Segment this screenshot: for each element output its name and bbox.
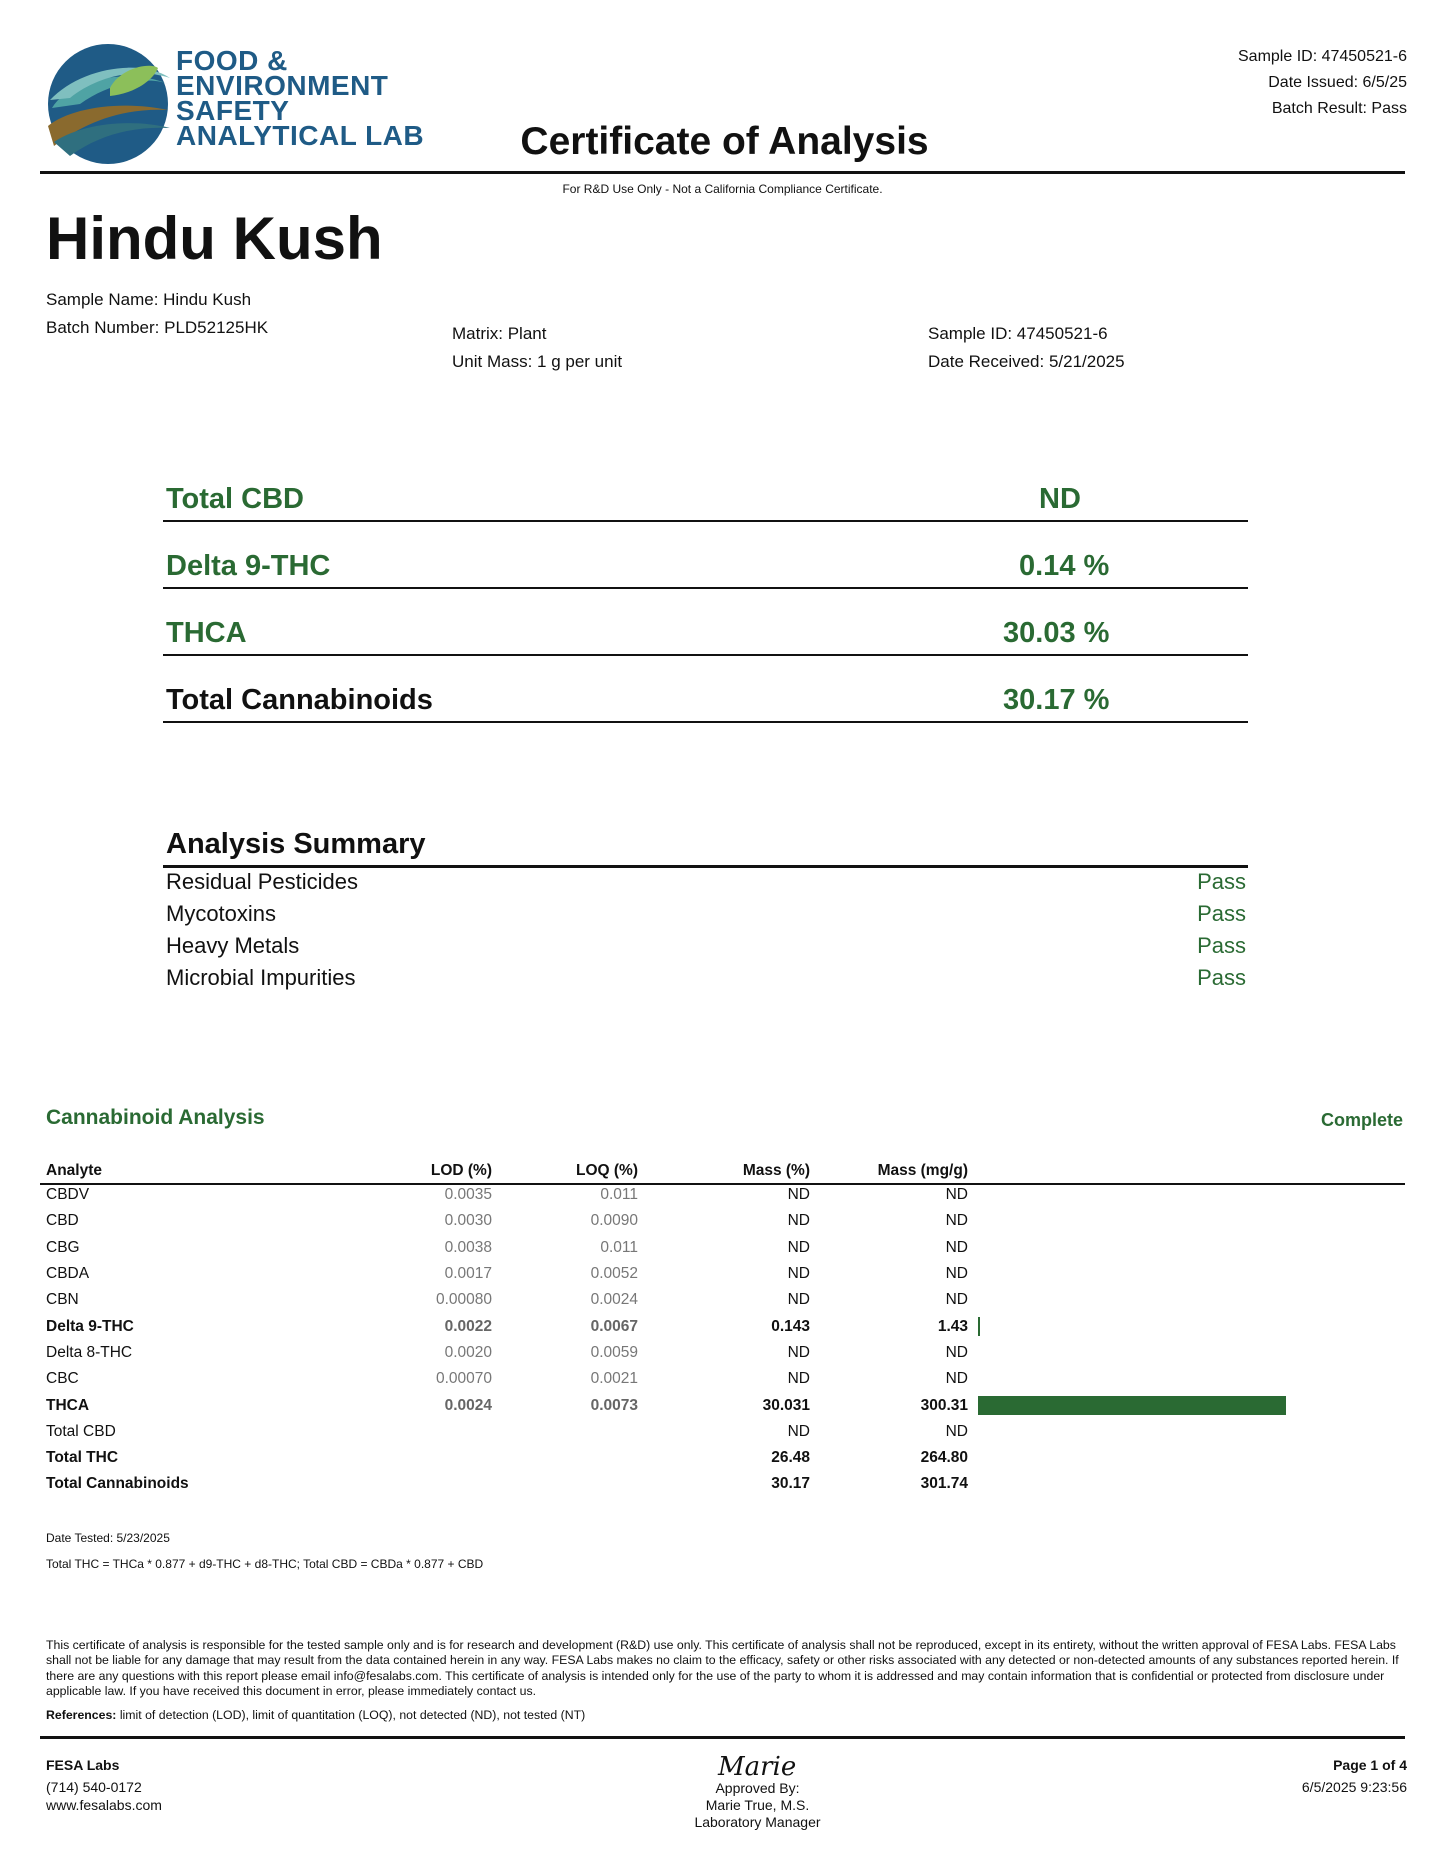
mass-mg-cell: ND [945, 1265, 968, 1283]
date-tested: Date Tested: 5/23/2025 [46, 1531, 170, 1545]
analysis-row [166, 965, 1246, 997]
lod-cell: 0.00070 [435, 1370, 492, 1388]
mass-pct-cell: ND [787, 1238, 810, 1256]
table-row [46, 1366, 1278, 1392]
summary-value: ND [1039, 483, 1081, 515]
mass-mg-cell: 301.74 [920, 1475, 968, 1493]
analyte-cell: Total THC [46, 1449, 119, 1467]
mass-pct-cell: ND [787, 1212, 810, 1230]
analysis-label: Microbial Impurities [166, 965, 356, 990]
references-text: limit of detection (LOD), limit of quantitation (LOQ), not detected (ND), not tested (NT) [116, 1708, 586, 1722]
table-row [46, 1182, 1278, 1208]
analysis-status: Pass [1197, 869, 1246, 894]
approver-name: Marie True, M.S. [705, 1797, 810, 1813]
mass-pct-cell: 0.143 [771, 1317, 810, 1335]
table-row [46, 1392, 1278, 1418]
mass-mg-cell: ND [945, 1238, 968, 1256]
compliance-note: For R&D Use Only - Not a California Compliance Certificate. [562, 182, 883, 196]
disclaimer: This certificate of analysis is responsible for the tested sample only and is for research and development (R&D) use only. This certificate of analysis shall not be reproduced, except in its entirety, without the written approval of FESA Labs. FESA Labs shall not be liable for any damage that may result from the data contained herein in any way. FESA Labs makes no claim to the efficacy, safety or other risks associated with any detected or non-detected amounts of any substances reported herein. If there are any questions with this report please email info@fesalabs.com. This certificate of analysis is intended only for the use of the party to whom it is addressed and may contain information that is confidential or protected from disclosure under applicable law. If you have received this document in error, please immediately contact us. [46, 1638, 1399, 1698]
header-meta [1238, 44, 1407, 122]
mass-mg-cell: ND [945, 1186, 968, 1204]
approver-title: Laboratory Manager [694, 1814, 821, 1830]
analyte-cell: Total CBD [46, 1422, 116, 1440]
lod-cell: 0.0022 [444, 1317, 492, 1335]
mass-pct-cell: 30.17 [771, 1475, 810, 1493]
mass-pct-cell: ND [787, 1370, 810, 1388]
matrix: Matrix: Plant [452, 324, 547, 343]
mass-pct-cell: ND [787, 1422, 810, 1440]
table-row [46, 1261, 1278, 1287]
table-row [46, 1287, 1278, 1313]
table-row [46, 1471, 1278, 1497]
analyte-cell: CBG [46, 1238, 80, 1256]
lod-cell: 0.0017 [444, 1265, 492, 1283]
mass-pct-cell: ND [787, 1291, 810, 1309]
summary-value: 0.14 % [1019, 550, 1110, 582]
bar-cell [968, 1208, 1278, 1234]
analyte-cell: CBN [46, 1291, 79, 1309]
mass-pct-cell: ND [787, 1186, 810, 1204]
footer-divider [40, 1736, 1405, 1739]
loq-cell: 0.011 [600, 1238, 638, 1256]
table-row [46, 1208, 1278, 1234]
loq-cell: 0.0067 [590, 1317, 638, 1335]
bar-cell [968, 1235, 1278, 1261]
analysis-status: Pass [1197, 933, 1246, 958]
analysis-status: Pass [1197, 901, 1246, 926]
bar-cell [968, 1261, 1278, 1287]
mass-mg-cell: 1.43 [937, 1317, 968, 1335]
mass-pct-cell: ND [787, 1265, 810, 1283]
summary-row-total-cannabinoids [163, 657, 1248, 723]
column-header: Analyte [46, 1162, 102, 1179]
analysis-label: Mycotoxins [166, 901, 277, 926]
footer-company: FESA Labs [46, 1757, 120, 1773]
analyte-cell: CBDA [46, 1265, 90, 1283]
cannabinoid-analysis-status: Complete [1320, 1110, 1403, 1130]
loq-cell: 0.0090 [590, 1212, 638, 1230]
batch-number: Batch Number: PLD52125HK [46, 318, 269, 337]
loq-cell: 0.0021 [590, 1370, 638, 1388]
loq-cell [492, 1419, 638, 1445]
references [46, 1708, 585, 1722]
document-title-text: Certificate of Analysis [520, 120, 929, 163]
analysis-summary-title: Analysis Summary [166, 828, 426, 860]
mass-mg-cell: ND [945, 1343, 968, 1361]
bar-cell [968, 1313, 1278, 1339]
footer-website: www.fesalabs.com [46, 1797, 162, 1813]
table-row [46, 1313, 1278, 1339]
mass-mg-cell: 300.31 [920, 1396, 968, 1414]
summary-row-delta9-thc [163, 523, 1248, 589]
sample-info-right [928, 320, 1125, 376]
analysis-row [166, 901, 1246, 933]
lod-cell: 0.0024 [444, 1396, 492, 1414]
summary-label: Total Cannabinoids [166, 684, 433, 716]
summary-value: 30.03 % [1003, 617, 1110, 649]
bar-cell [968, 1366, 1278, 1392]
analyte-cell: Delta 9-THC [46, 1317, 134, 1335]
lod-cell: 0.0038 [444, 1238, 492, 1256]
table-row [46, 1340, 1278, 1366]
references-label: References: [46, 1708, 117, 1722]
lod-cell: 0.0020 [444, 1343, 492, 1361]
loq-cell [492, 1471, 638, 1497]
report-timestamp: 6/5/2025 9:23:56 [1301, 1779, 1407, 1795]
header-divider [40, 171, 1405, 174]
bar-cell [968, 1392, 1278, 1418]
sample-name: Sample Name: Hindu Kush [46, 290, 252, 309]
loq-cell: 0.011 [600, 1186, 638, 1204]
logo-line: ENVIRONMENT [176, 70, 389, 101]
page-number: Page 1 of 4 [1333, 1757, 1407, 1773]
bar-cell [968, 1340, 1278, 1366]
loq-cell [492, 1445, 638, 1471]
table-header-divider [40, 1183, 1405, 1185]
summary-row-total-cbd [163, 456, 1248, 522]
mass-mg-cell: ND [945, 1291, 968, 1309]
mass-mg-cell: ND [945, 1422, 968, 1440]
summary-value: 30.17 % [1003, 684, 1110, 716]
cannabinoid-analysis-title: Cannabinoid Analysis [46, 1106, 265, 1129]
signature: Marie [718, 1752, 797, 1782]
summary-label: THCA [166, 617, 247, 649]
summary-label: Delta 9-THC [166, 550, 331, 582]
bar-cell [968, 1471, 1278, 1497]
sample-info-left [46, 286, 268, 342]
header-date-issued: Date Issued: 6/5/25 [1268, 74, 1407, 91]
analysis-label: Heavy Metals [166, 933, 300, 958]
table-row [46, 1445, 1278, 1471]
footer-phone: (714) 540-0172 [46, 1779, 142, 1795]
sample-info-middle [452, 320, 622, 376]
loq-cell: 0.0024 [590, 1291, 638, 1309]
summary-label: Total CBD [166, 483, 305, 515]
logo-line: FOOD & [176, 45, 288, 76]
mass-mg-cell: 264.80 [920, 1449, 968, 1467]
lod-cell: 0.0035 [444, 1186, 492, 1204]
mass-mg-cell: ND [945, 1370, 968, 1388]
loq-cell: 0.0052 [590, 1265, 638, 1283]
logo-line: SAFETY [176, 95, 290, 126]
analyte-cell: Total Cannabinoids [46, 1475, 189, 1493]
table-row [46, 1235, 1278, 1261]
unit-mass: Unit Mass: 1 g per unit [452, 352, 623, 371]
analysis-status: Pass [1197, 965, 1246, 990]
lod-cell [276, 1471, 492, 1497]
document-title [0, 120, 1445, 164]
bar-cell [968, 1445, 1278, 1471]
analyte-cell: THCA [46, 1396, 90, 1414]
analysis-summary-divider [163, 865, 1248, 868]
header-batch-result: Batch Result: Pass [1271, 100, 1407, 117]
logo-line: ANALYTICAL LAB [176, 120, 425, 151]
analysis-label: Residual Pesticides [166, 869, 358, 894]
mass-bar [978, 1396, 1286, 1415]
lod-cell: 0.00080 [435, 1291, 492, 1309]
mass-pct-cell: ND [787, 1343, 810, 1361]
mass-pct-cell: 30.031 [762, 1396, 810, 1414]
lod-cell: 0.0030 [444, 1212, 492, 1230]
sample-id: Sample ID: 47450521-6 [928, 324, 1108, 343]
column-header: Mass (%) [742, 1162, 810, 1179]
bar-cell [968, 1287, 1278, 1313]
loq-cell: 0.0059 [590, 1343, 638, 1361]
cannabinoid-table [46, 1160, 1278, 1498]
lod-cell [276, 1419, 492, 1445]
bar-cell [968, 1419, 1278, 1445]
cannabinoid-table-body [46, 1182, 1278, 1498]
bar-cell [968, 1182, 1278, 1208]
analyte-cell: CBDV [46, 1186, 90, 1204]
date-received: Date Received: 5/21/2025 [928, 352, 1125, 371]
header-sample-id: Sample ID: 47450521-6 [1238, 48, 1407, 65]
analyte-cell: CBD [46, 1212, 79, 1230]
analyte-cell: Delta 8-THC [46, 1343, 133, 1361]
column-header: Mass (mg/g) [877, 1162, 968, 1179]
mass-mg-cell: ND [945, 1212, 968, 1230]
table-header-row [46, 1160, 1278, 1182]
loq-cell: 0.0073 [590, 1396, 638, 1414]
approved-by-label: Approved By: [715, 1780, 800, 1796]
sample-title: Hindu Kush [46, 205, 383, 272]
analysis-row [166, 869, 1246, 901]
total-formula: Total THC = THCa * 0.877 + d9-THC + d8-THC; Total CBD = CBDa * 0.877 + CBD [46, 1557, 484, 1571]
mass-bar [978, 1317, 980, 1336]
analyte-cell: CBC [46, 1370, 79, 1388]
footer-page-info [1302, 1756, 1407, 1796]
summary-row-thca [163, 590, 1248, 656]
analysis-row [166, 933, 1246, 965]
footer-approval [0, 1780, 1445, 1831]
mass-pct-cell: 26.48 [771, 1449, 810, 1467]
table-row [46, 1419, 1278, 1445]
lod-cell [276, 1445, 492, 1471]
column-header-bar [968, 1160, 1278, 1182]
column-header: LOQ (%) [576, 1162, 638, 1179]
column-header: LOD (%) [430, 1162, 492, 1179]
